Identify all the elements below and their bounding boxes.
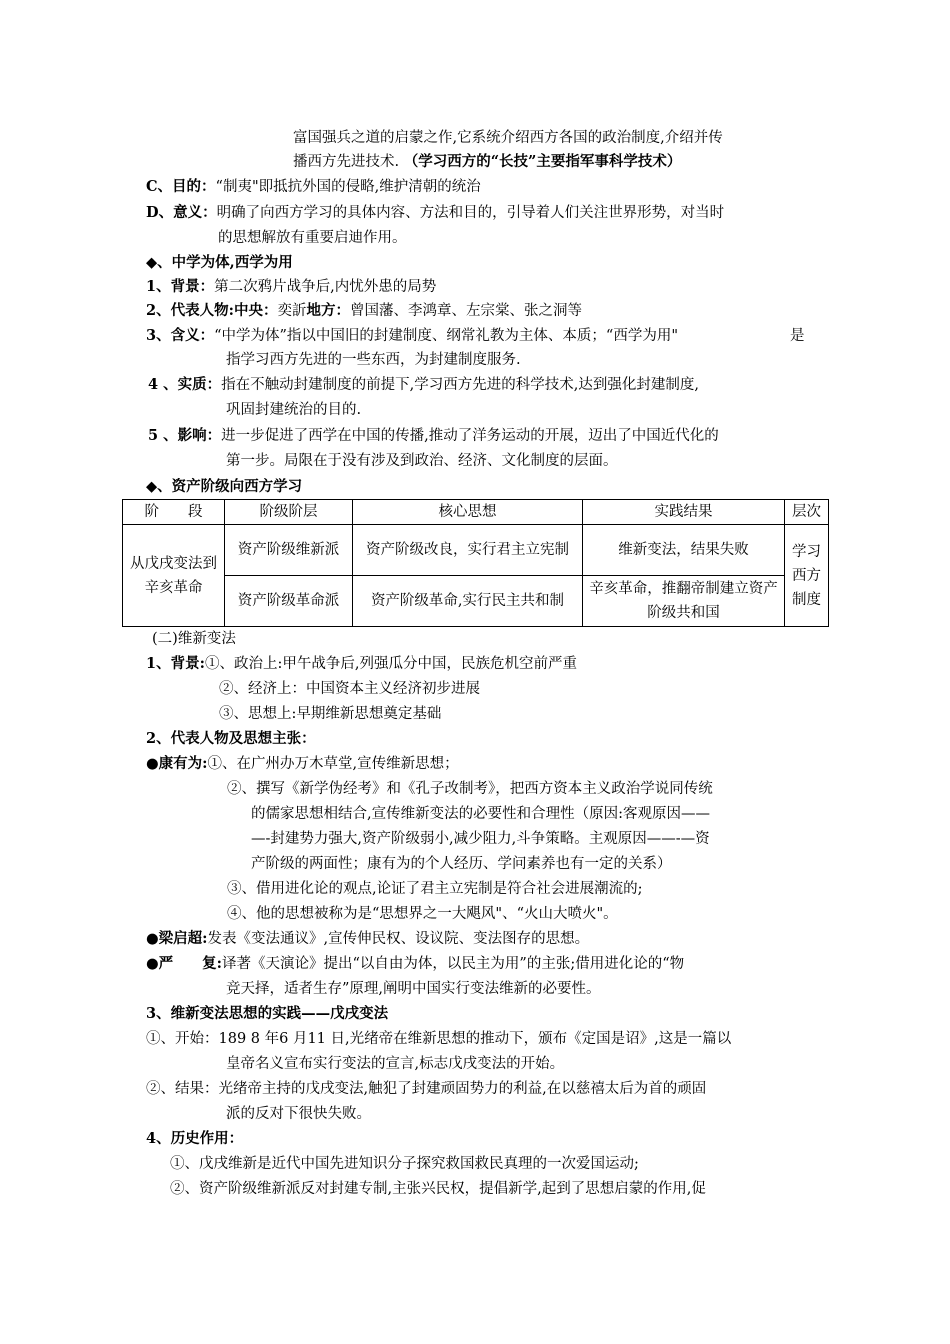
result-line-1 — [146, 1077, 706, 1101]
liang-line — [146, 927, 589, 951]
start-text-1: 189 8 年6 月11 日,光绪帝在维新思想的推动下，颁布《定国是诏》,这是一篇以 — [218, 1031, 732, 1047]
kang-label: ●康有为: — [146, 755, 208, 772]
kang-point-2-line-2: 的儒家思想相结合,宣传维新变法的必要性和合理性（原因:客观原因—— — [251, 806, 710, 822]
yan-line-1 — [146, 952, 684, 976]
significance-line-2: 的思想解放有重要启迪作用。 — [218, 230, 407, 246]
table-cell-idea: 资产阶级改良，实行君主立宪制 — [353, 525, 583, 576]
yan-line-2: 竞天择，适者生存”原理,阐明中国实行变法维新的必要性。 — [226, 981, 601, 997]
yan-text-1: 译著《天演论》提出“以自由为体，以民主为用”的主张;借用进化论的“物 — [222, 956, 685, 972]
significance-label: D、意义： — [146, 204, 217, 221]
result-text-1: 光绪帝主持的戊戌变法,触犯了封建顽固势力的利益,在以慈禧太后为首的顽固 — [218, 1081, 707, 1097]
practice-heading: 3、维新变法思想的实践——戊戌变法 — [146, 1005, 389, 1022]
intro-line-1: 富国强兵之道的启蒙之作,它系统介绍西方各国的政治制度,介绍并传 — [293, 130, 723, 146]
start-line-1 — [146, 1027, 731, 1051]
zhongti-essence-label: 4 、实质： — [148, 376, 222, 393]
bourgeois-heading: ◆、资产阶级向西方学习 — [146, 478, 303, 495]
purpose-text: “制夷"即抵抗外国的侵略,维护清朝的统治 — [215, 179, 481, 195]
start-line-2: 皇帝名义宣布实行变法的宣言,标志戊戌变法的开始。 — [226, 1056, 565, 1072]
zhongti-background — [146, 275, 436, 299]
zhongti-essence-text-1: 指在不触动封建制度的前提下,学习西方先进的科学技术,达到强化封建制度, — [221, 377, 699, 393]
zhongti-figures-local: 曾国藩、李鸿章、左宗棠、张之洞等 — [349, 303, 582, 319]
table-cell-class: 资产阶级维新派 — [225, 525, 353, 576]
reform-figures-heading: 2、代表人物及思想主张： — [146, 730, 316, 747]
reform-background-item-3: ③、思想上:早期维新思想奠定基础 — [219, 706, 442, 722]
table-cell-stage: 从戊戌变法到辛亥革命 — [123, 525, 225, 627]
table-cell-result: 维新变法，结果失败 — [583, 525, 785, 576]
table-header-result: 实践结果 — [583, 500, 785, 525]
zhongti-influence-line-2: 第一步。局限在于没有涉及到政治、经济、文化制度的层面。 — [226, 453, 618, 469]
intro-note: （学习西方的“长技”主要指军事科学技术） — [403, 153, 682, 170]
zhongti-essence-line-2: 巩固封建统治的目的. — [226, 402, 362, 418]
table-header-idea: 核心思想 — [353, 500, 583, 525]
purpose-label: C、目的： — [146, 178, 216, 195]
zhongti-essence-line-1 — [148, 373, 699, 397]
role-item-1: ①、戊戌维新是近代中国先进知识分子探究救国救民真理的一次爱国运动; — [170, 1156, 639, 1172]
zhongti-figures — [146, 299, 582, 323]
significance-line-1 — [146, 201, 724, 225]
zhongti-figures-central: 奕訢 — [277, 303, 307, 319]
kang-point-1: ①、在广州办万木草堂,宣传维新思想； — [207, 756, 459, 772]
role-heading: 4、历史作用： — [146, 1130, 244, 1147]
significance-text-1: 明确了向西方学习的具体内容、方法和目的，引导着人们关注世界形势，对当时 — [216, 205, 725, 221]
table-cell-idea: 资产阶级革命,实行民主共和制 — [353, 576, 583, 627]
result-label: ②、结果： — [146, 1081, 219, 1097]
zhongti-influence-line-1 — [148, 424, 719, 448]
table-cell-level: 学习西方制度 — [785, 525, 829, 627]
zhongti-meaning-label: 3、含义： — [146, 327, 215, 344]
start-label: ①、开始： — [146, 1031, 219, 1047]
reform-background-item-2: ②、经济上：中国资本主义经济初步进展 — [219, 681, 480, 697]
result-line-2: 派的反对下很快失败。 — [226, 1106, 371, 1122]
kang-point-2-line-1: ②、撰写《新学伪经考》和《孔子改制考》，把西方资本主义政治学说同传统 — [227, 781, 713, 797]
zhongti-meaning-line-2: 指学习西方先进的一些东西，为封建制度服务. — [226, 352, 521, 368]
bourgeois-table — [122, 499, 829, 627]
zhongti-meaning-line-1 — [146, 324, 678, 348]
table-header-class: 阶级阶层 — [225, 500, 353, 525]
table-header-row — [123, 500, 829, 525]
zhongti-meaning-text-1: “中学为体”指以中国旧的封建制度、纲常礼教为主体、本质；“西学为用" — [214, 328, 678, 344]
zhongti-background-label: 1、背景： — [146, 278, 215, 295]
reform-heading: (二)维新变法 — [152, 631, 236, 647]
purpose-line — [146, 175, 481, 199]
reform-background-line-1 — [146, 652, 577, 676]
table-header-level: 层次 — [785, 500, 829, 525]
zhongti-influence-text-1: 进一步促进了西学在中国的传播,推动了洋务运动的开展，迈出了中国近代化的 — [221, 428, 719, 444]
reform-background-label: 1、背景: — [146, 655, 205, 672]
intro-line-2 — [293, 150, 681, 174]
liang-text: 发表《变法通议》,宣传伸民权、设议院、变法图存的思想。 — [207, 931, 590, 947]
reform-background-item-1: ①、政治上:甲午战争后,列强瓜分中国，民族危机空前严重 — [204, 656, 577, 672]
kang-point-2-line-3: —-封建势力强大,资产阶级弱小,减少阻力,斗争策略。主观原因——-—资 — [251, 831, 710, 847]
zhongti-background-text: 第二次鸦片战争后,内忧外患的局势 — [214, 279, 437, 295]
yan-label: ●严 复: — [146, 955, 223, 972]
zhongti-heading: ◆、中学为体,西学为用 — [146, 254, 293, 271]
intro-line-2-text: 播西方先进技术. — [293, 154, 400, 170]
kang-point-3: ③、借用进化论的观点,论证了君主立宪制是符合社会进展潮流的; — [227, 881, 643, 897]
kang-line-1 — [146, 752, 459, 776]
table-row — [123, 576, 829, 627]
kang-point-2-line-4: 产阶级的两面性；康有为的个人经历、学问素养也有一定的关系） — [251, 856, 672, 872]
zhongti-meaning-tail: 是 — [790, 328, 805, 344]
zhongti-figures-label: 2、代表人物:中央： — [146, 302, 278, 319]
kang-point-4: ④、他的思想被称为是“思想界之一大飓风"、“火山大喷火"。 — [227, 906, 618, 922]
liang-label: ●梁启超: — [146, 930, 208, 947]
table-header-stage: 阶 段 — [123, 500, 225, 525]
table-cell-class: 资产阶级革命派 — [225, 576, 353, 627]
zhongti-figures-local-label: 地方： — [306, 302, 350, 319]
role-item-2: ②、资产阶级维新派反对封建专制,主张兴民权，提倡新学,起到了思想启蒙的作用,促 — [170, 1181, 706, 1197]
table-cell-result: 辛亥革命，推翻帝制建立资产阶级共和国 — [583, 576, 785, 627]
table-row — [123, 525, 829, 576]
zhongti-influence-label: 5 、影响： — [148, 427, 222, 444]
